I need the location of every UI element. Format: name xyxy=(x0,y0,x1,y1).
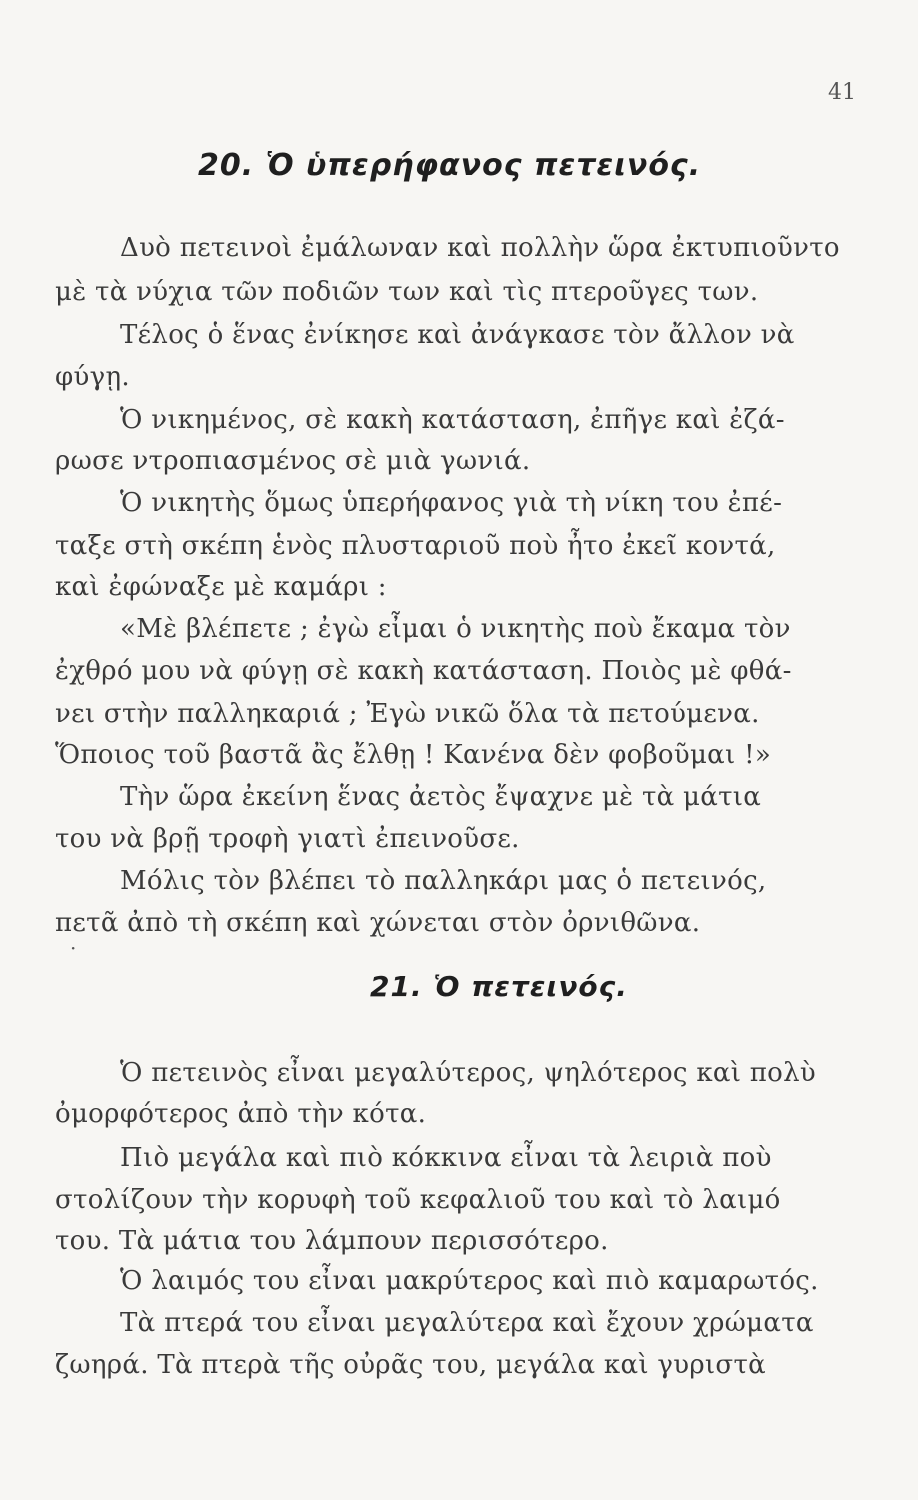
text-line: Μόλις τὸν βλέπει τὸ παλληκάρι μας ὁ πετεινός, xyxy=(120,866,767,896)
text-line: νει στὴν παλληκαριά ; Ἐγὼ νικῶ ὅλα τὰ πετούμενα. xyxy=(55,699,760,729)
section-number: 21. xyxy=(370,970,423,1003)
text-line: Τὰ πτερά του εἶναι μεγαλύτερα καὶ ἔχουν χρώματα xyxy=(120,1308,814,1338)
text-line: Ὅποιος τοῦ βαστᾶ ἂς ἔλθῃ ! Κανένα δὲν φοβοῦμαι !» xyxy=(55,740,772,770)
page-number: 41 xyxy=(828,80,856,105)
text-line: του. Τὰ μάτια του λάμπουν περισσότερο. xyxy=(55,1226,609,1256)
section-title: Ὁ ὑπερήφανος πετεινός. xyxy=(265,148,702,183)
text-line: πετᾶ ἀπὸ τὴ σκέπη καὶ χώνεται στὸν ὀρνιθῶνα. xyxy=(55,908,701,938)
text-line: ζωηρά. Τὰ πτερὰ τῆς οὐρᾶς του, μεγάλα καὶ γυριστὰ xyxy=(55,1350,766,1380)
text-line: ρωσε ντροπιασμένος σὲ μιὰ γωνιά. xyxy=(55,446,531,476)
text-line: μὲ τὰ νύχια τῶν ποδιῶν των καὶ τὶς πτεροῦγες των. xyxy=(55,277,759,307)
text-line: Πιὸ μεγάλα καὶ πιὸ κόκκινα εἶναι τὰ λειριὰ ποὺ xyxy=(120,1143,772,1173)
section-title: Ὁ πετεινός. xyxy=(433,970,628,1003)
text-line: Ὁ πετεινὸς εἶναι μεγαλύτερος, ψηλότερος καὶ πολὺ xyxy=(120,1058,817,1088)
text-line: Τέλος ὁ ἕνας ἐνίκησε καὶ ἀνάγκασε τὸν ἄλλον νὰ xyxy=(120,320,795,350)
text-line: Ὁ λαιμός του εἶναι μακρύτερος καὶ πιὸ καμαρωτός. xyxy=(120,1266,819,1296)
text-line: Ὁ νικημένος, σὲ κακὴ κατάσταση, ἐπῆγε καὶ ἐζά- xyxy=(120,405,785,435)
text-line: Δυὸ πετεινοὶ ἐμάλωναν καὶ πολλὴν ὥρα ἐκτυπιοῦντο xyxy=(120,233,840,263)
text-line: «Μὲ βλέπετε ; ἐγὼ εἶμαι ὁ νικητὴς ποὺ ἔκαμα τὸν xyxy=(120,614,791,644)
text-line: ὀμορφότερος ἀπὸ τὴν κότα. xyxy=(55,1099,427,1129)
text-line: Τὴν ὥρα ἐκείνη ἕνας ἀετὸς ἔψαχνε μὲ τὰ μάτια xyxy=(120,782,762,812)
text-line: καὶ ἐφώναξε μὲ καμάρι : xyxy=(55,572,387,602)
text-line: φύγῃ. xyxy=(55,362,130,392)
text-line: Ὁ νικητὴς ὅμως ὑπερήφανος γιὰ τὴ νίκη του ἐπέ- xyxy=(120,488,783,518)
text-line: στολίζουν τὴν κορυφὴ τοῦ κεφαλιοῦ του καὶ τὸ λαιμό xyxy=(55,1185,781,1215)
text-line: ταξε στὴ σκέπη ἑνὸς πλυσταριοῦ ποὺ ἦτο ἐκεῖ κοντά, xyxy=(55,531,776,561)
text-line: ἐχθρό μου νὰ φύγῃ σὲ κακὴ κατάσταση. Ποιὸς μὲ φθά- xyxy=(55,656,792,686)
stray-mark: · xyxy=(70,936,77,960)
text-line: του νὰ βρῇ τροφὴ γιατὶ ἐπεινοῦσε. xyxy=(55,824,520,854)
section-heading xyxy=(370,970,628,1003)
section-number: 20. xyxy=(198,148,255,183)
section-heading xyxy=(198,148,701,183)
